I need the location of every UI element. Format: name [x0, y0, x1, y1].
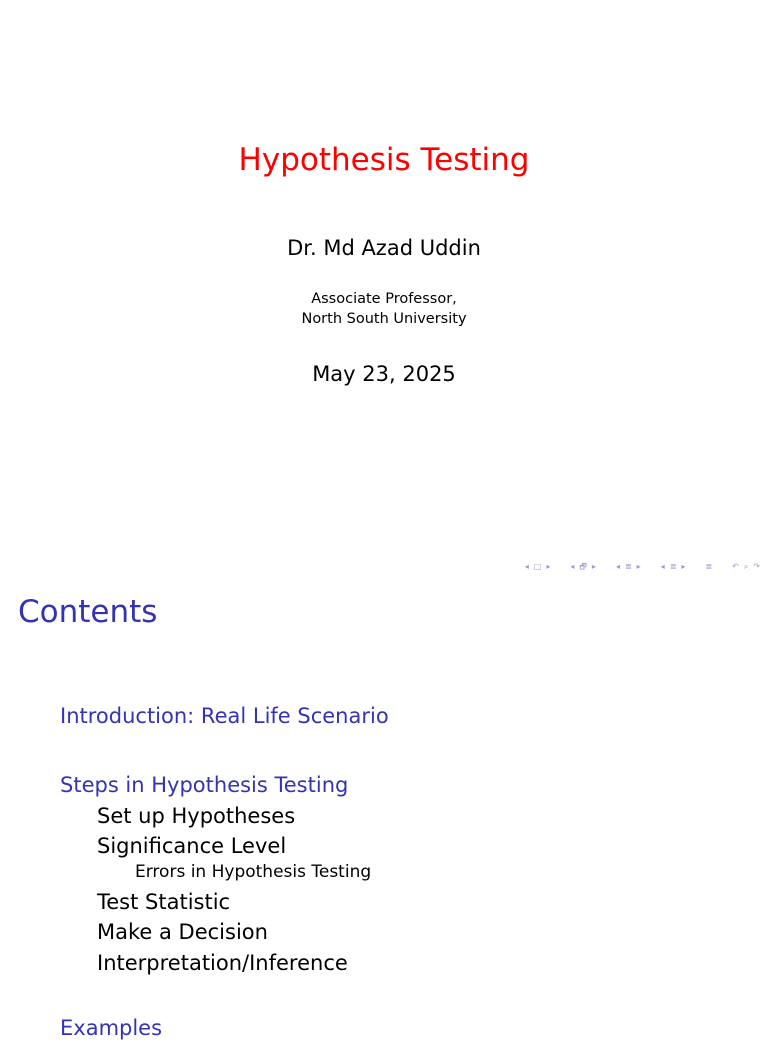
toc-section-introduction[interactable]: Introduction: Real Life Scenario: [60, 704, 389, 728]
nav-forward-icon[interactable]: ↷: [753, 562, 760, 571]
contents-slide: [0, 580, 768, 1040]
toc-subsection-make-a-decision[interactable]: Make a Decision: [97, 920, 268, 944]
navigation-symbols: [523, 559, 762, 575]
nav-frame-icon[interactable]: 🗗: [579, 562, 587, 571]
nav-section-icon[interactable]: ≣: [669, 562, 677, 571]
nav-subsection-icon[interactable]: ≣: [624, 562, 632, 571]
nav-prev-section-icon[interactable]: ◂: [660, 562, 665, 571]
nav-next-section-icon[interactable]: ▸: [681, 562, 686, 571]
toc-subsection-interpretation[interactable]: Interpretation/Inference: [97, 951, 348, 975]
nav-prev-frame-icon[interactable]: ◂: [570, 562, 575, 571]
author-position: Associate Professor,: [311, 291, 457, 307]
contents-title: Contents: [18, 594, 158, 630]
toc-subsection-significance-level[interactable]: Significance Level: [97, 834, 287, 858]
toc-section-examples[interactable]: Examples: [60, 1016, 163, 1040]
toc-section-steps[interactable]: Steps in Hypothesis Testing: [60, 773, 349, 797]
nav-back-icon[interactable]: ↶: [732, 562, 739, 571]
toc-subsubsection-errors[interactable]: Errors in Hypothesis Testing: [135, 862, 372, 882]
nav-prev-subsection-icon[interactable]: ◂: [615, 562, 620, 571]
nav-next-frame-icon[interactable]: ▸: [591, 562, 596, 571]
nav-search-icon[interactable]: ⌕: [743, 562, 749, 571]
toc-subsection-set-up-hypotheses[interactable]: Set up Hypotheses: [97, 804, 296, 828]
toc-subsection-test-statistic[interactable]: Test Statistic: [97, 890, 231, 914]
nav-slide-icon[interactable]: □: [533, 562, 542, 571]
author-name: Dr. Md Azad Uddin: [287, 236, 481, 260]
nav-next-slide-icon[interactable]: ▸: [546, 562, 551, 571]
presentation-title: Hypothesis Testing: [238, 142, 530, 178]
nav-document-icon[interactable]: ≣: [705, 562, 713, 571]
nav-prev-slide-icon[interactable]: ◂: [524, 562, 529, 571]
author-institution: North South University: [301, 311, 467, 327]
nav-next-subsection-icon[interactable]: ▸: [636, 562, 641, 571]
presentation-date: May 23, 2025: [312, 362, 456, 386]
